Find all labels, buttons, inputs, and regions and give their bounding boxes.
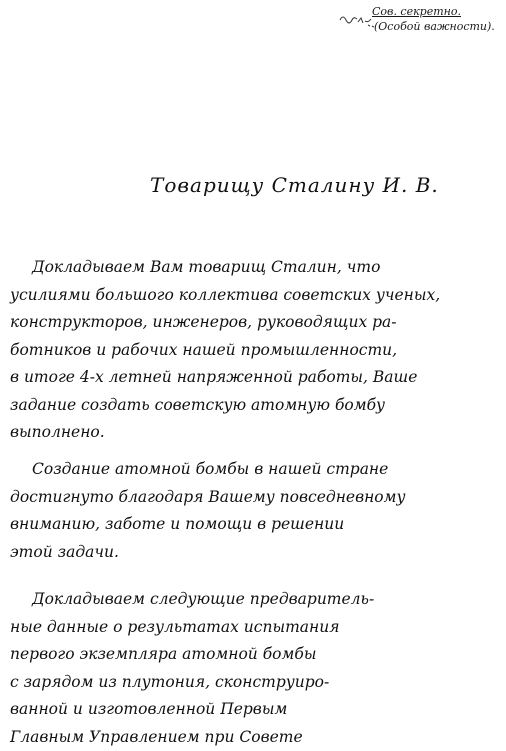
text-line: конструкторов, инженеров, руководящих ра- [10,309,494,337]
text-line: в итоге 4-х летней напряженной работы, Ваше [10,364,494,392]
stamp-importance: (Особой важности). [374,19,495,34]
text-line: Докладываем Вам товарищ Сталин, что [10,254,494,282]
addressee-heading: Товарищу Сталину И. В. [150,173,439,197]
handwritten-mark [338,8,376,30]
paragraph-1 [10,254,494,447]
text-line: достигнуто благодаря Вашему повседневному [10,484,494,512]
secrecy-stamp [372,4,495,34]
text-line: Создание атомной бомбы в нашей стране [10,456,494,484]
text-line: вниманию, заботе и помощи в решении [10,511,494,539]
text-line: ванной и изготовленной Первым [10,696,494,724]
text-line: ные данные о результатах испытания [10,614,494,642]
text-line: этой задачи. [10,539,494,567]
text-line: Докладываем следующие предваритель- [10,586,494,614]
text-line: первого экземпляра атомной бомбы [10,641,494,669]
paragraph-3 [10,586,494,751]
text-line: выполнено. [10,419,494,447]
text-line: ботников и рабочих нашей промышленности, [10,337,494,365]
stamp-classification: Сов. секретно. [372,4,495,19]
text-line: задание создать советскую атомную бомбу [10,392,494,420]
text-line: усилиями большого коллектива советских ученых, [10,282,494,310]
text-line: с зарядом из плутония, сконструиро- [10,669,494,697]
paragraph-2 [10,456,494,566]
text-line: Главным Управлением при Совете [10,724,494,751]
